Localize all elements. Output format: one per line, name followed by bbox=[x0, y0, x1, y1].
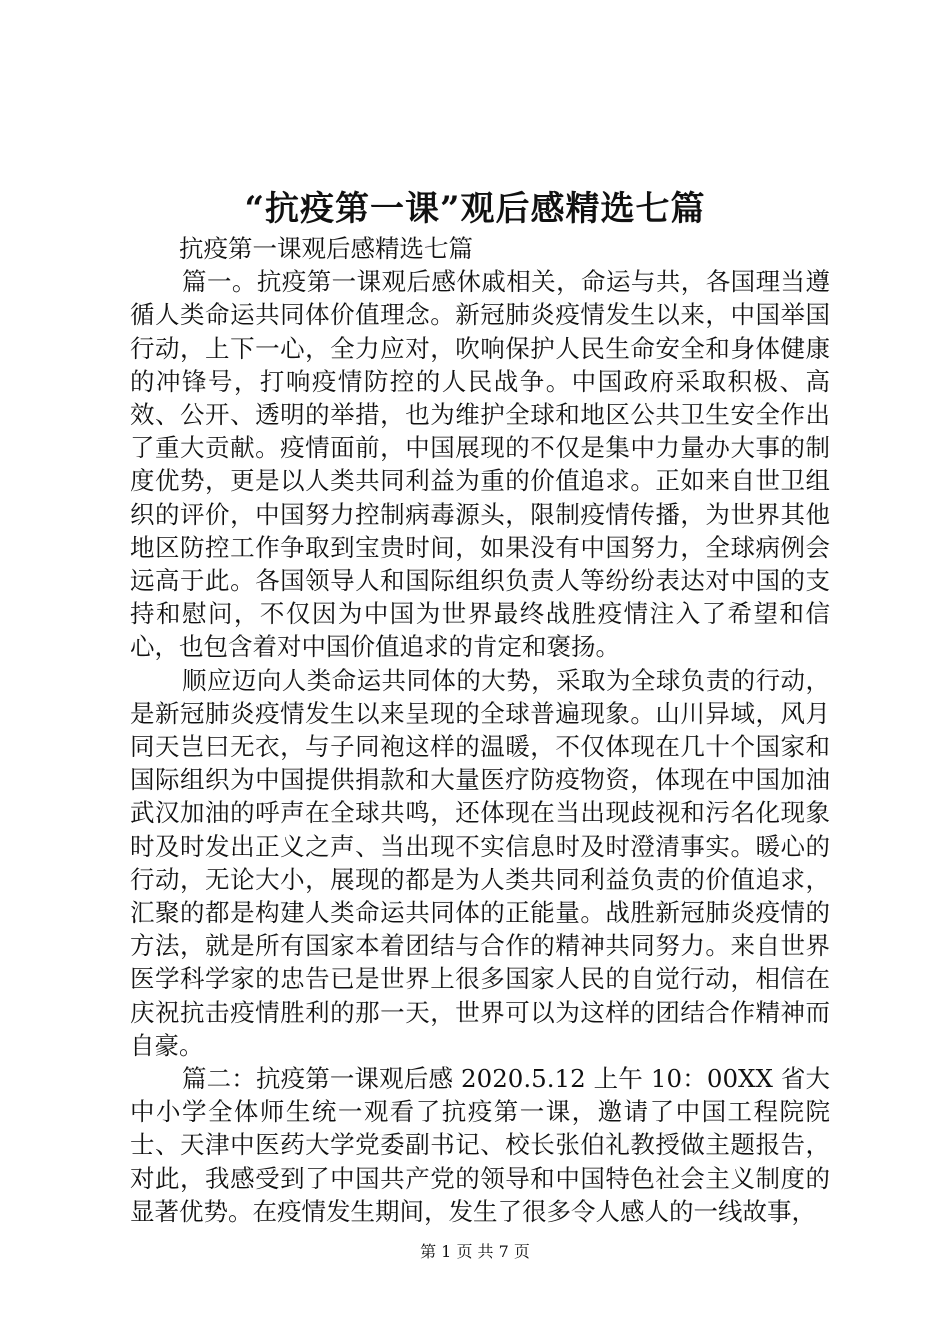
paragraph-2: 顺应迈向人类命运共同体的大势，采取为全球负责的行动，是新冠肺炎疫情发生以来呈现的全球普遍现象。山川异域，风月同天岂曰无衣，与子同袍这样的温暖，不仅体现在几十个国家和国际组织为中国提供捐款和大量医疗防疫物资，体现在中国加油武汉加油的呼声在全球共鸣，还体现在当出现歧视和污名化现象时及时发出正义之声、当出现不实信息时及时澄清事实。暖心的行动，无论大小，展现的都是为人类共同利益负责的价值追求，汇聚的都是构建人类命运共同体的正能量。战胜新冠肺炎疫情的方法，就是所有国家本着团结与合作的精神共同努力。来自世界医学科学家的忠告已是世界上很多国家人民的自觉行动，相信在庆祝抗击疫情胜利的那一天，世界可以为这样的团结合作精神而自豪。 bbox=[130, 665, 830, 1060]
page-number-footer: 第 1 页 共 7 页 bbox=[420, 1242, 530, 1261]
paragraph-1: 篇一。抗疫第一课观后感休戚相关，命运与共，各国理当遵循人类命运共同体价值理念。新冠肺炎疫情发生以来，中国举国行动，上下一心，全力应对，吹响保护人民生命安全和身体健康的冲锋号，打响疫情防控的人民战争。中国政府采取积极、高效、公开、透明的举措，也为维护全球和地区公共卫生安全作出了重大贡献。疫情面前，中国展现的不仅是集中力量办大事的制度优势，更是以人类共同利益为重的价值追求。正如来自世卫组织的评价，中国努力控制病毒源头，限制疫情传播，为世界其他地区防控工作争取到宝贵时间，如果没有中国努力，全球病例会远高于此。各国领导人和国际组织负责人等纷纷表达对中国的支持和慰问，不仅因为中国为世界最终战胜疫情注入了希望和信心，也包含着对中国价值追求的肯定和褒扬。 bbox=[130, 267, 830, 662]
paragraph-3: 篇二：抗疫第一课观后感 2020.5.12 上午 10：00XX 省大中小学全体师生统一观看了抗疫第一课，邀请了中国工程院院士、天津中医药大学党委副书记、校长张伯礼教授做主题报告，对此，我感受到了中国共产党的领导和中国特色社会主义制度的显著优势。在疫情发生期间，发生了很多令人感人的一线故事， bbox=[130, 1064, 830, 1226]
document-title: “抗疫第一课”观后感精选七篇 bbox=[244, 189, 706, 229]
document-body bbox=[130, 232, 830, 1228]
document-subtitle: 抗疫第一课观后感精选七篇 bbox=[179, 234, 473, 263]
